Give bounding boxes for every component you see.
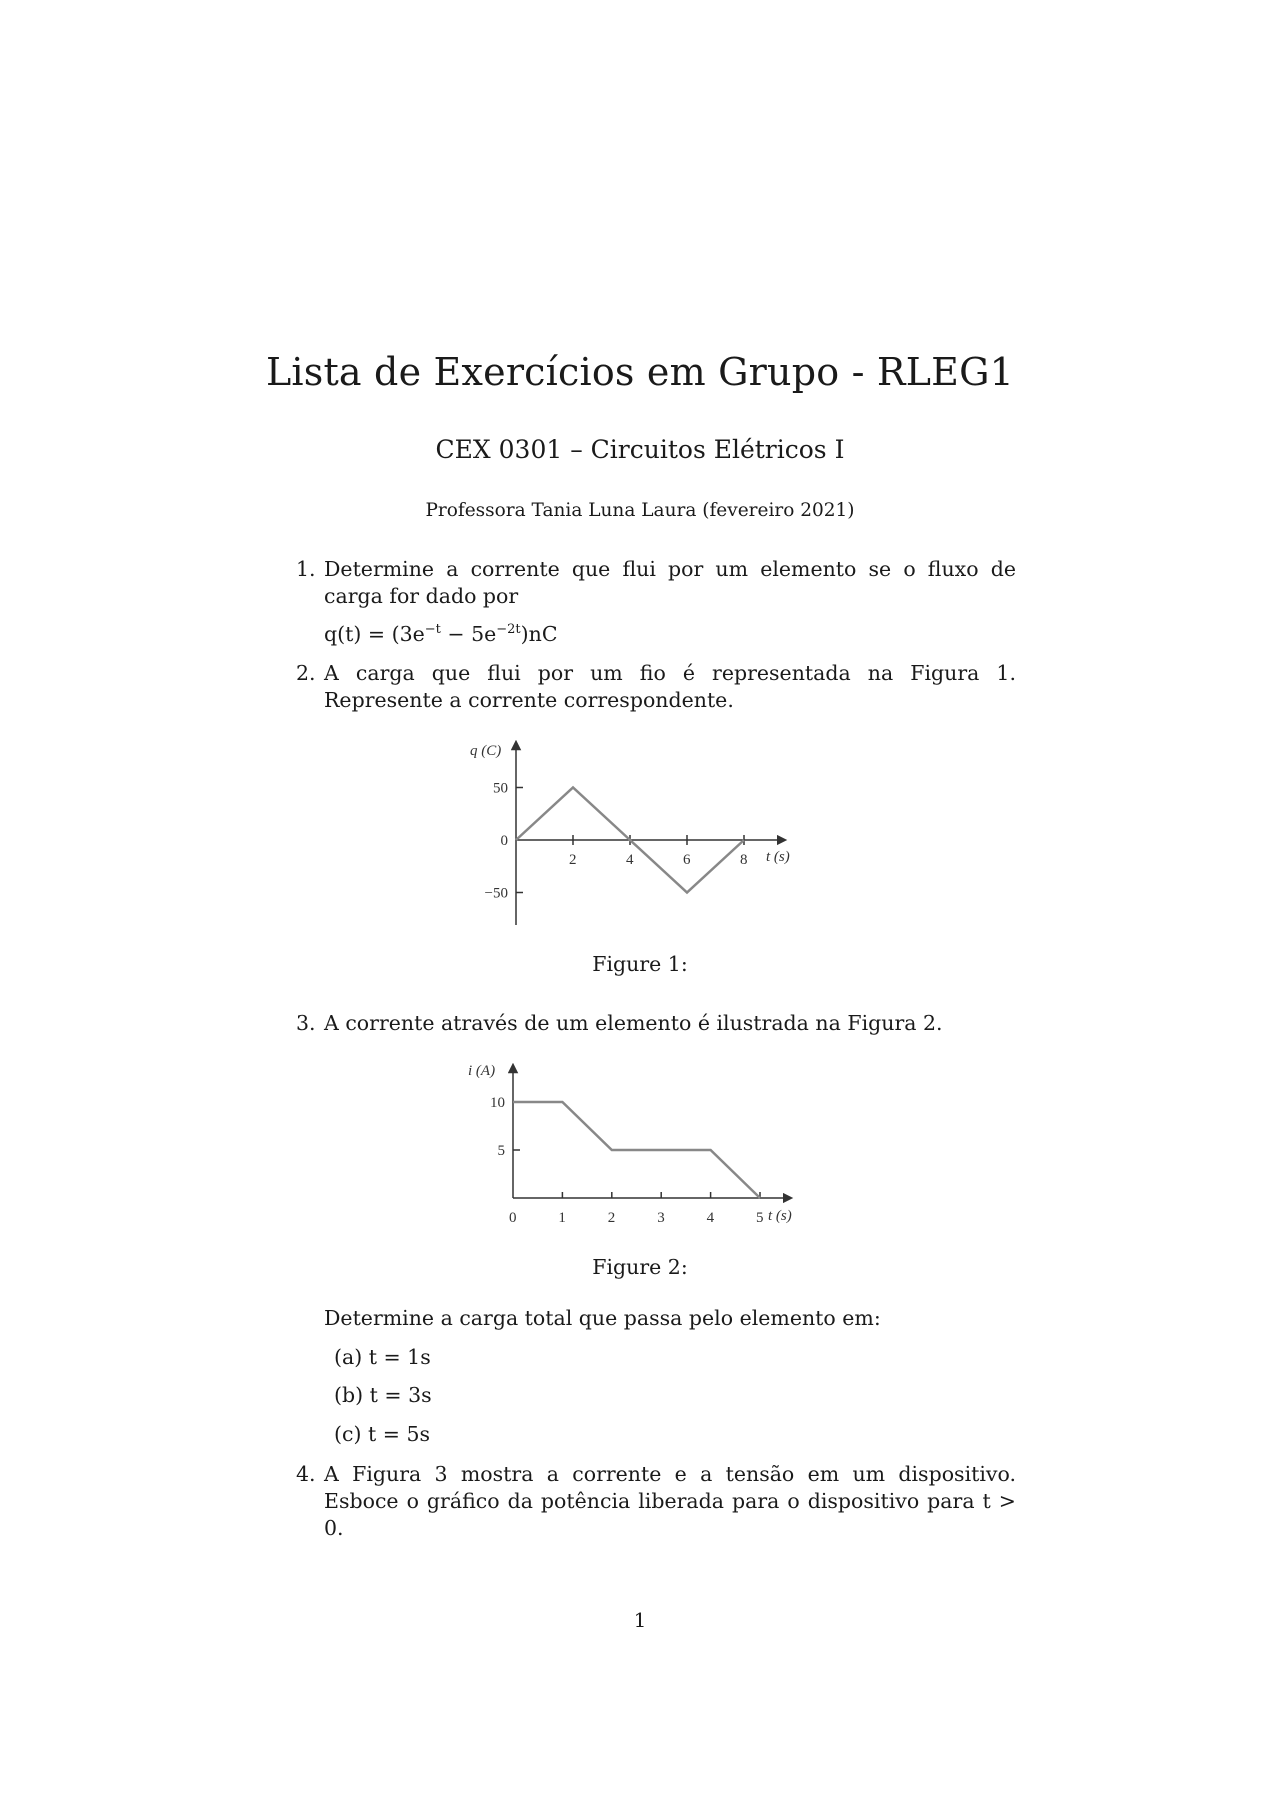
- figure-2-current-chart: [460, 1050, 820, 1230]
- figure-1-caption: Figure 1:: [592, 952, 688, 976]
- y-tick-label: −50: [484, 885, 508, 902]
- x-tick-label: 4: [626, 852, 634, 868]
- x-axis-label: t (s): [766, 849, 790, 865]
- question-text: A Figura 3 mostra a corrente e a tensão em um dispositivo. Esboce o gráfico da potência liberada para o dispositivo para t > 0.: [324, 1462, 1016, 1540]
- question-3-part-a: (a) t = 1s: [334, 1345, 431, 1369]
- author-line: Professora Tania Luna Laura (fevereiro 2021): [425, 500, 855, 521]
- question-number: 1.: [296, 557, 316, 581]
- x-tick-label: 4: [706, 1210, 715, 1226]
- question-3: [296, 1010, 1016, 1040]
- x-tick-label: 1: [558, 1210, 566, 1226]
- question-text: Determine a corrente que flui por um elemento se o fluxo de carga for dado por: [324, 557, 1016, 608]
- question-number: 2.: [296, 661, 316, 685]
- question-3-part-b: (b) t = 3s: [334, 1383, 432, 1407]
- y-tick-label: 50: [493, 780, 508, 797]
- question-text: A corrente através de um elemento é ilustrada na Figura 2.: [324, 1011, 943, 1035]
- question-text: A carga que flui por um fio é representada na Figura 1. Represente a corrente correspondente.: [324, 661, 1016, 712]
- x-tick-label: 0: [509, 1210, 517, 1226]
- x-tick-label: 6: [683, 852, 691, 868]
- course-subtitle: CEX 0301 – Circuitos Elétricos I: [435, 435, 845, 464]
- y-axis-label: i (A): [468, 1063, 496, 1079]
- x-tick-label: 8: [740, 852, 748, 868]
- charge-equation: $q(t) = (3e^{-t} - 5e^{-2t})nC$: [324, 622, 558, 646]
- figure-2-caption: Figure 2:: [592, 1255, 688, 1279]
- question-2: [296, 660, 1016, 720]
- figure-1-charge-chart: [460, 735, 820, 935]
- question-4: [296, 1461, 1016, 1540]
- current-series-line: [513, 1102, 760, 1198]
- x-tick-label: 2: [569, 852, 577, 868]
- page-number: 1: [633, 1608, 647, 1632]
- x-tick-label: 5: [756, 1210, 764, 1226]
- y-tick-label: 0: [500, 833, 508, 849]
- question-number: 4.: [296, 1462, 316, 1486]
- question-number: 3.: [296, 1011, 316, 1035]
- question-3-part-c: (c) t = 5s: [334, 1422, 431, 1446]
- x-tick-label: 2: [607, 1210, 616, 1226]
- question-3-followup: Determine a carga total que passa pelo elemento em:: [324, 1306, 881, 1330]
- y-axis-label: q (C): [470, 743, 502, 759]
- y-tick-label: 5: [497, 1143, 505, 1159]
- x-tick-label: 3: [657, 1210, 665, 1226]
- x-axis-label: t (s): [768, 1208, 792, 1224]
- y-tick-label: 10: [490, 1095, 505, 1111]
- page-title: Lista de Exercícios em Grupo - RLEG1: [265, 350, 1015, 394]
- question-1: [296, 556, 1016, 616]
